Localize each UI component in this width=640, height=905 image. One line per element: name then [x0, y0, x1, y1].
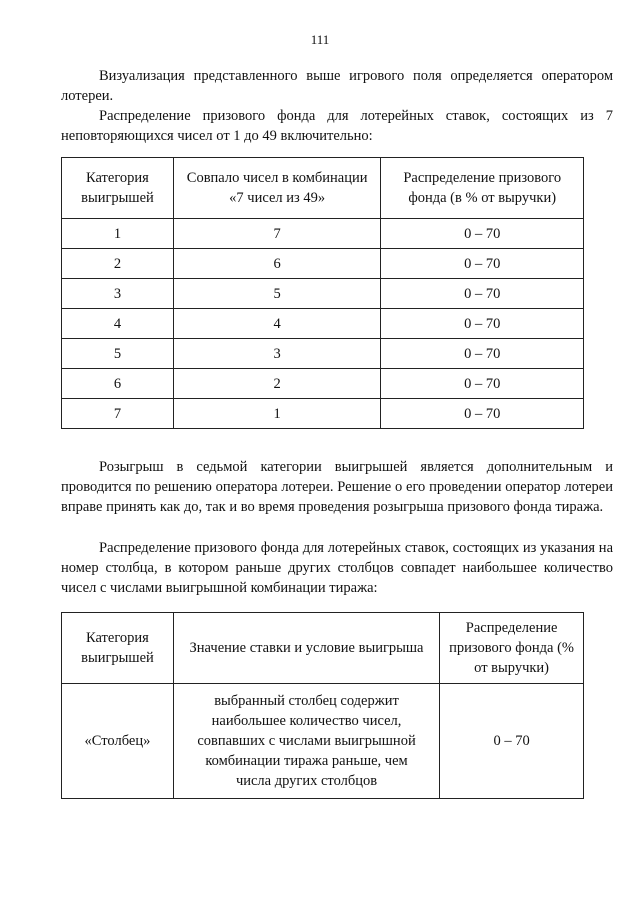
table-row — [62, 369, 584, 399]
table-header-row — [62, 613, 584, 684]
cell-category: 2 — [62, 249, 174, 279]
cell-matched: 2 — [173, 369, 381, 399]
paragraph-distribution-7of49: Распределение призового фонда для лотерейных ставок, состоящих из 7 неповторяющихся чисел от 1 до 49 включительно: — [61, 108, 613, 144]
cell-share: 0 – 70 — [381, 399, 584, 429]
cell-category: 5 — [62, 339, 174, 369]
cell-matched: 5 — [173, 279, 381, 309]
cell-matched: 4 — [173, 309, 381, 339]
cell-condition: выбранный столбец содержит наибольшее количество чисел, совпавших с числами выигрышной комбинации тиража раньше, чем числа других столбцов — [173, 684, 439, 799]
page-number: 111 — [310, 32, 330, 47]
prize-distribution-table — [61, 157, 584, 429]
cell-matched: 1 — [173, 399, 381, 429]
cell-share: 0 – 70 — [381, 279, 584, 309]
table-row — [62, 249, 584, 279]
header-category: Категория выигрышей — [62, 613, 174, 684]
cell-share: 0 – 70 — [381, 369, 584, 399]
table-row — [62, 684, 584, 799]
column-prize-table — [61, 612, 584, 799]
cell-share: 0 – 70 — [381, 309, 584, 339]
cell-category: «Столбец» — [62, 684, 174, 799]
table-row — [62, 279, 584, 309]
cell-share: 0 – 70 — [381, 249, 584, 279]
header-category: Категория выигрышей — [62, 158, 174, 219]
paragraph-distribution-column: Распределение призового фонда для лотерейных ставок, состоящих из указания на номер столбца, в котором раньше других столбцов совпадет наибольшее количество чисел с числами выигрышной комбинации тиража: — [61, 540, 613, 596]
paragraph-seventh-category: Розыгрыш в седьмой категории выигрышей является дополнительным и проводится по решению оператора лотереи. Решение о его проведении оператор лотереи вправе принять как до, так и во время проведения розыгрыша призового фонда тиража. — [61, 459, 613, 515]
cell-category: 1 — [62, 219, 174, 249]
table-row — [62, 309, 584, 339]
cell-matched: 6 — [173, 249, 381, 279]
header-prize-share: Распределение призового фонда (в % от выручки) — [381, 158, 584, 219]
table-row — [62, 219, 584, 249]
cell-share: 0 – 70 — [440, 684, 584, 799]
paragraph-visualization: Визуализация представленного выше игрового поля определяется оператором лотереи. — [61, 68, 613, 104]
table-header-row — [62, 158, 584, 219]
cell-category: 7 — [62, 399, 174, 429]
header-prize-share: Распределение призового фонда (% от выручки) — [440, 613, 584, 684]
cell-share: 0 – 70 — [381, 339, 584, 369]
cell-matched: 3 — [173, 339, 381, 369]
cell-matched: 7 — [173, 219, 381, 249]
table-row — [62, 399, 584, 429]
table-row — [62, 339, 584, 369]
cell-category: 4 — [62, 309, 174, 339]
cell-category: 6 — [62, 369, 174, 399]
cell-category: 3 — [62, 279, 174, 309]
cell-share: 0 – 70 — [381, 219, 584, 249]
header-matched-numbers: Совпало чисел в комбинации «7 чисел из 49» — [173, 158, 381, 219]
header-condition: Значение ставки и условие выигрыша — [173, 613, 439, 684]
